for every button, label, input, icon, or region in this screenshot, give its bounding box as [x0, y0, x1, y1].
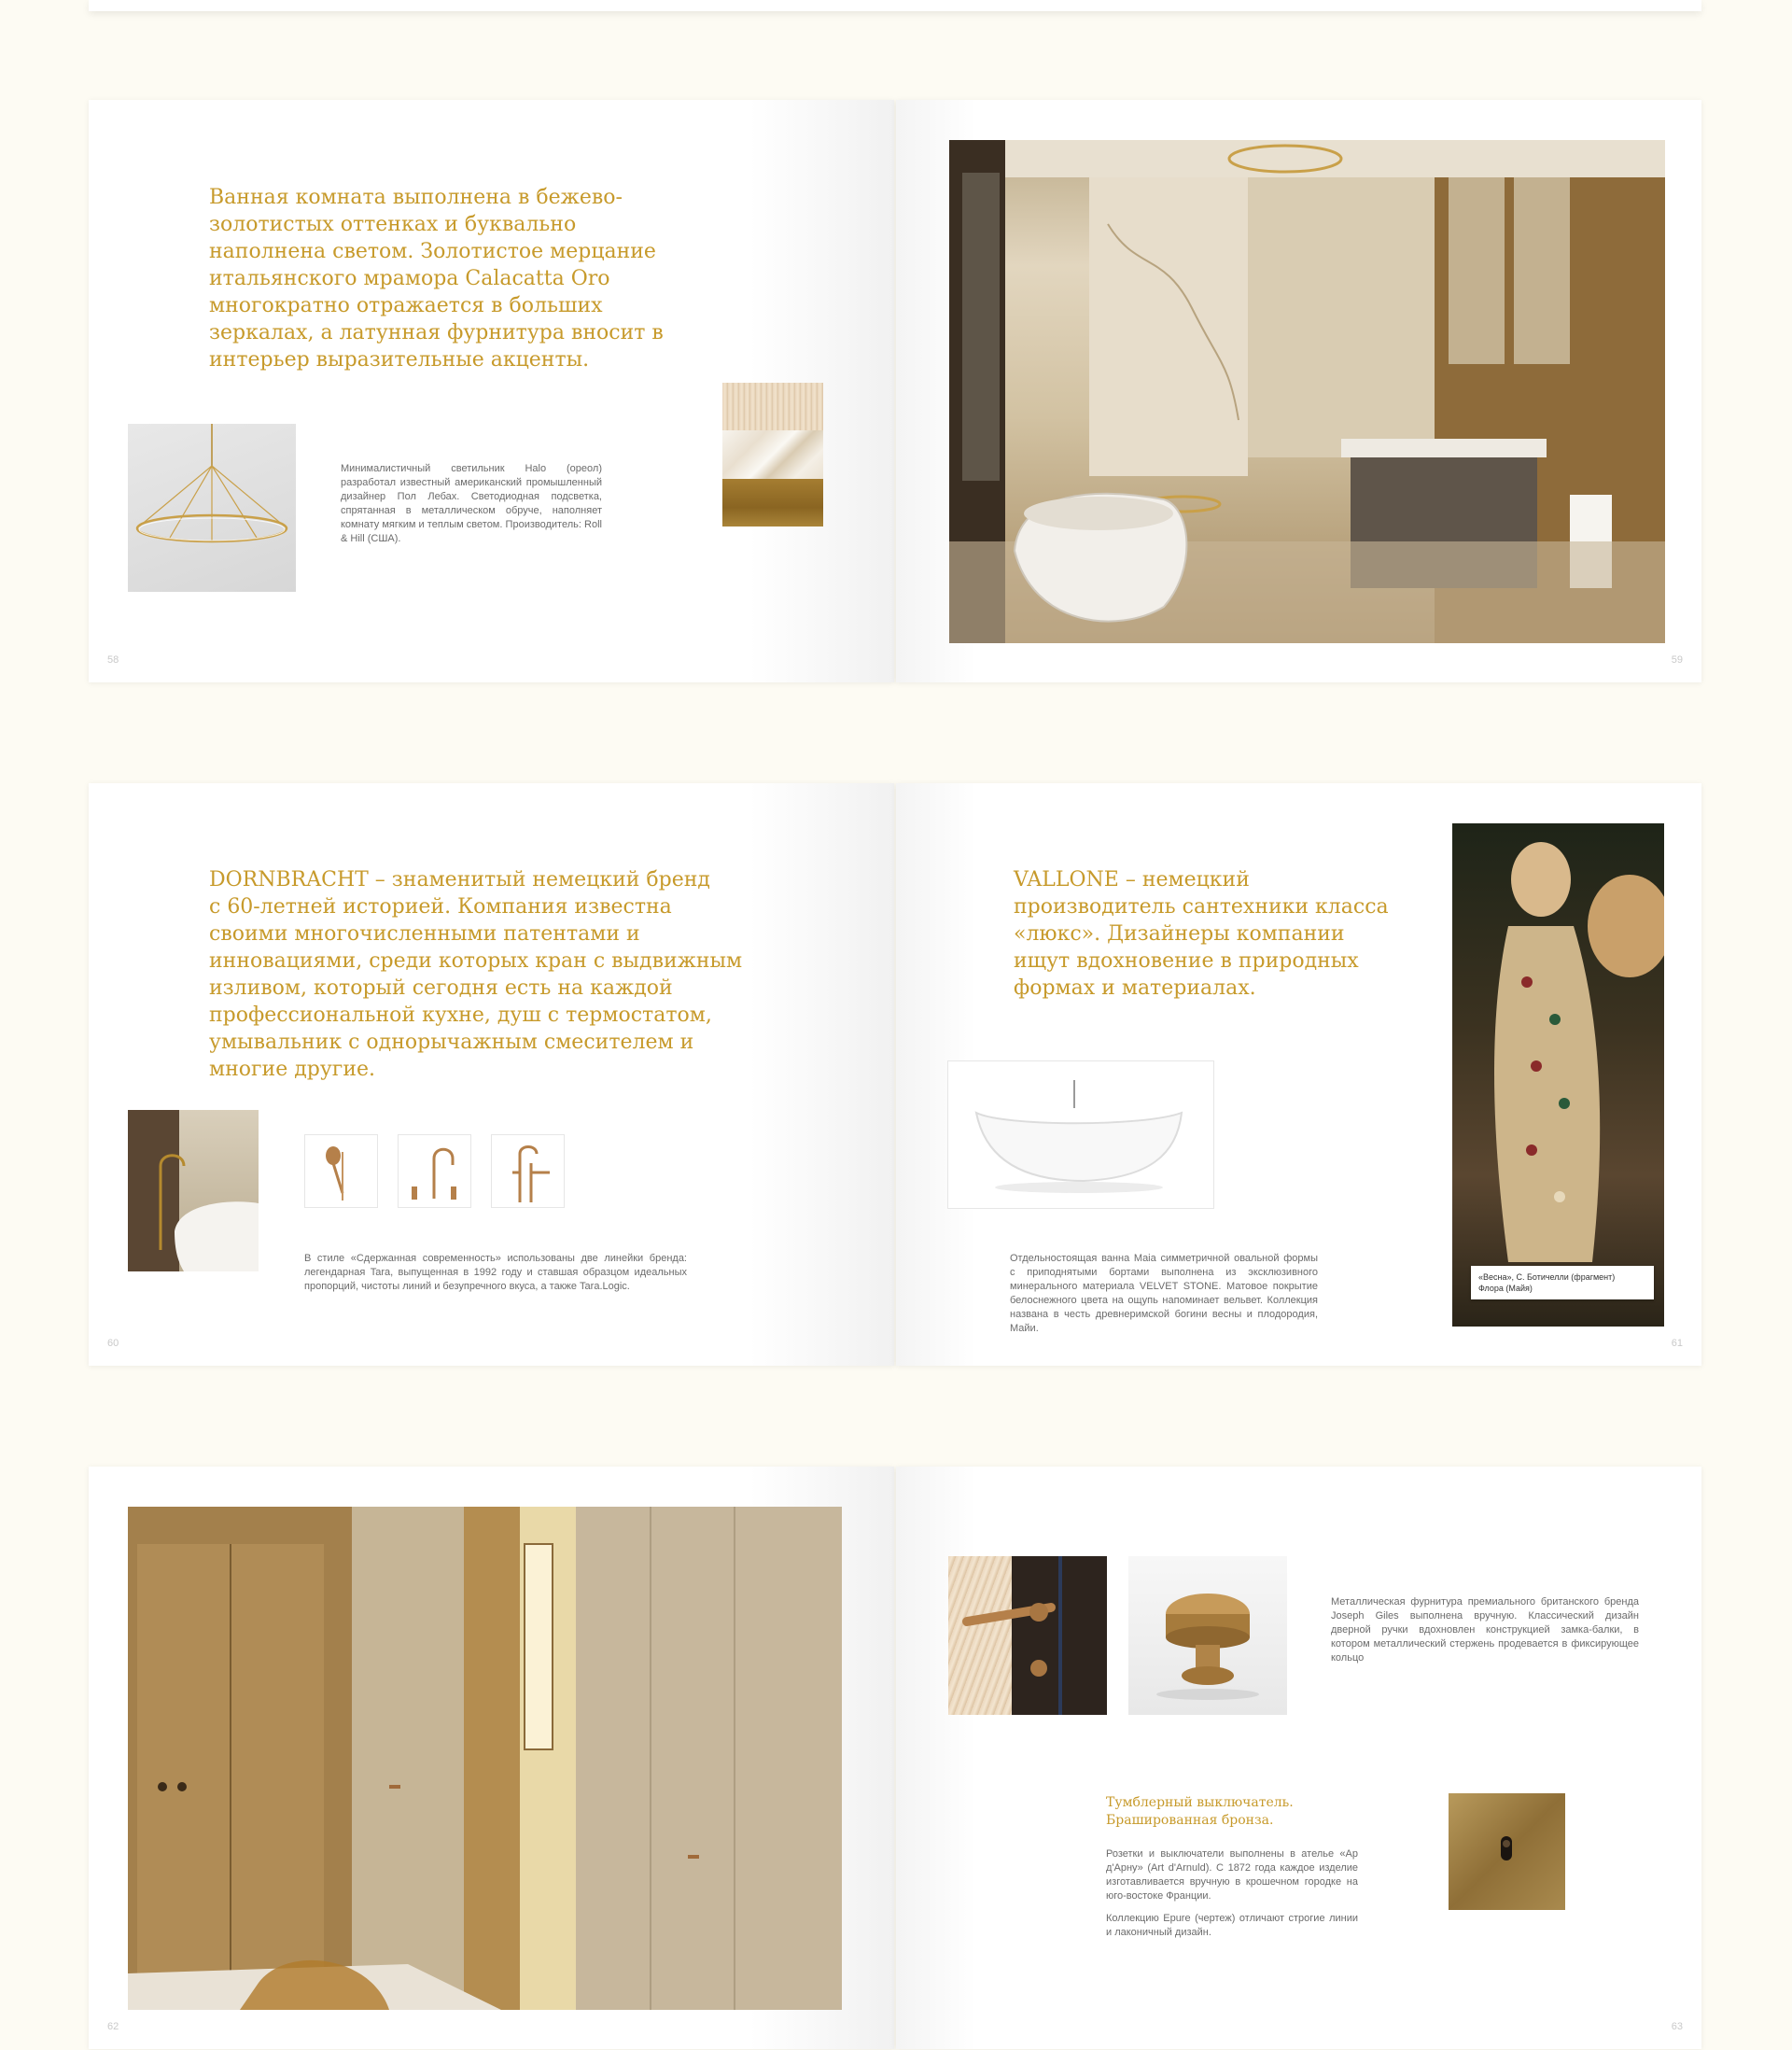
- epure-collection-caption: Коллекцию Epure (чертеж) отличают строгие линии и лаконичный дизайн.: [1106, 1913, 1358, 1938]
- page-58: [89, 100, 894, 682]
- halo-pendant-lamp-image: [128, 424, 296, 592]
- page-number-62: 62: [107, 2021, 119, 2032]
- page-number-60: 60: [107, 1338, 119, 1349]
- bathroom-scene-illustration: [949, 140, 1665, 643]
- painting-label-box: [1471, 1266, 1654, 1299]
- shower-head-icon: [305, 1135, 377, 1207]
- tub-filler-icon: [492, 1135, 564, 1207]
- art-darnuld-caption: Розетки и выключатели выполнены в ателье «Ар д'Арну» (Art d'Arnuld). С 1872 года каждое изделие изготавливается вручную в крошечном городке на юго-востоке Франции.: [1106, 1848, 1358, 1902]
- bathroom-intro-text: Ванная комната выполнена в бежево- золотистых оттенках и буквально наполнена светом. Золотистое мерцание итальянского мрамора Calacatta Oro многократно отражается в больших зеркалах, а латунная фурнитура вносит в интерьер выразительные акценты.: [209, 186, 664, 372]
- page-number-58: 58: [107, 654, 119, 666]
- brass-swatch: [722, 479, 823, 527]
- basin-faucet-product-image: [398, 1134, 471, 1208]
- bathroom-interior-render-image: [949, 140, 1665, 643]
- material-swatches-image: [722, 383, 823, 527]
- pendant-lamp-icon: [128, 424, 296, 592]
- hallway-doors-image: [128, 1507, 842, 2010]
- botticelli-primavera-image: [1452, 823, 1664, 1327]
- painting-title-label: «Весна», С. Ботичелли (фрагмент): [1478, 1272, 1616, 1282]
- bathtub-with-floor-faucet-image: [128, 1110, 259, 1271]
- spread-58-59: [89, 100, 1701, 682]
- page-62: [89, 1467, 894, 2049]
- page-59: [896, 100, 1701, 682]
- door-handle-image: [948, 1556, 1107, 1715]
- cabinet-knob-icon: [1128, 1556, 1287, 1715]
- maia-bathtub-image: [947, 1060, 1214, 1209]
- wood-swatch: [722, 383, 823, 430]
- page-number-61: 61: [1671, 1338, 1683, 1349]
- toggle-switch-image: [1449, 1793, 1565, 1910]
- tub-filler-product-image: [491, 1134, 565, 1208]
- shower-head-product-image: [304, 1134, 378, 1208]
- toggle-switch-heading: Тумблерный выключатель. Брашированная бронза.: [1106, 1795, 1294, 1828]
- joseph-giles-caption: Металлическая фурнитура премиального британского бренда Joseph Giles выполнена вручную. Классический дизайн дверной ручки вдохновлен конструкцией замка-балки, в котором металлический стержень продевается в фиксирующее кольцо: [1331, 1596, 1639, 1664]
- vallone-intro-text: VALLONE – немецкий производитель сантехники класса «люкс». Дизайнеры компании ищут вдохновение в природных формах и материалах.: [1014, 868, 1389, 1000]
- hallway-scene-illustration: [128, 1507, 842, 2010]
- page-60: [89, 783, 894, 1366]
- painting-illustration: [1452, 823, 1664, 1327]
- page-61: [896, 783, 1701, 1366]
- previous-spread-edge: [89, 0, 1701, 11]
- basin-faucet-icon: [399, 1135, 470, 1207]
- freestanding-bathtub-icon: [948, 1061, 1213, 1208]
- marble-swatch: [722, 430, 823, 479]
- page-63: [896, 1467, 1701, 2049]
- page-number-63: 63: [1671, 2021, 1683, 2032]
- bathtub-photo-illustration: [128, 1110, 259, 1271]
- spread-60-61: [89, 783, 1701, 1366]
- page-number-59: 59: [1671, 654, 1683, 666]
- toggle-switch-icon: [1449, 1793, 1565, 1910]
- tara-collection-caption: В стиле «Сдержанная современность» использованы две линейки бренда: легендарная Tara, выпущенная в 1992 году и ставшая образцом идеальных пропорций, чистоты линий и безупречного вкуса, а также Tara.Logic.: [304, 1253, 687, 1292]
- painting-figure-label: Флора (Майя): [1478, 1284, 1533, 1293]
- cabinet-knob-image: [1128, 1556, 1287, 1715]
- maia-bathtub-caption: Отдельностоящая ванна Maia симметричной овальной формы с приподнятыми бортами выполнена из эксклюзивного минерального материала VELVET STONE. Матовое покрытие белоснежного цвета на ощупь напоминает вельвет. Коллекция названа в честь древнеримской богини весны и плодородия, Майи.: [1010, 1253, 1318, 1334]
- door-handle-icon: [948, 1556, 1107, 1715]
- dornbracht-intro-text: DORNBRACHT – знаменитый немецкий бренд с 60-летней историей. Компания известна своими многочисленными патентами и инновациями, среди которых кран с выдвижным изливом, который сегодня есть на каждой профессиональной кухне, душ с термостатом, умывальник с однорычажным смесителем и многие другие.: [209, 868, 743, 1081]
- halo-lamp-caption: Минималистичный светильник Halo (ореол) разработал известный американский промышленный дизайнер Пол Лебах. Светодиодная подсветка, спрятанная в металлическом обруче, наполняет комнату мягким и теплым светом. Производитель: Roll & Hill (США).: [341, 463, 602, 544]
- spread-62-63: [89, 1467, 1701, 2049]
